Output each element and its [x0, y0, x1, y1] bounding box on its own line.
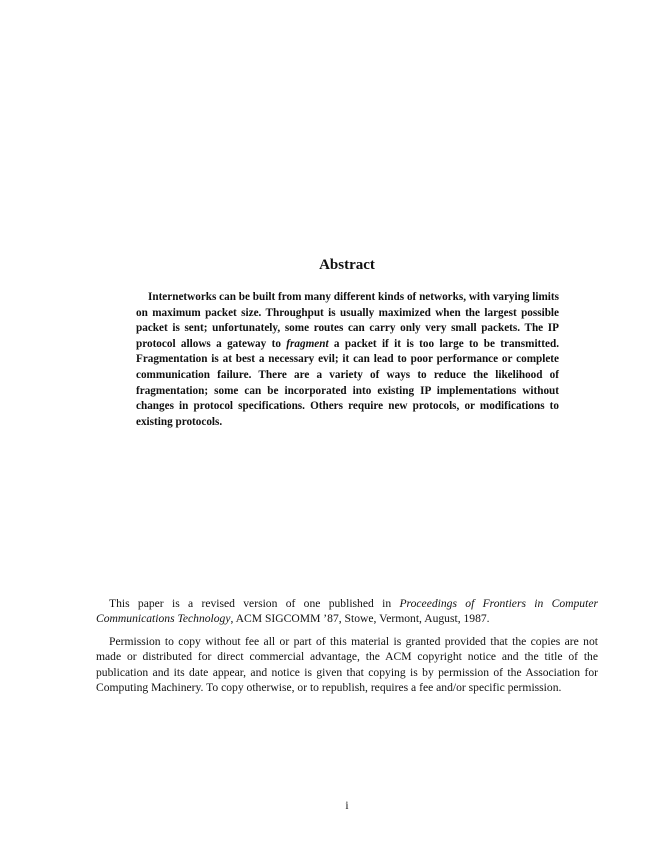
- publication-note: [96, 596, 598, 627]
- publication-note-intro: This paper is a revised version of one published in: [109, 597, 400, 610]
- abstract-heading: Abstract: [319, 257, 375, 273]
- footnotes-section: [96, 596, 598, 702]
- page-number: i: [345, 800, 349, 812]
- publication-venue: Proceedings of Frontiers in Computer Communications Technology: [96, 597, 598, 626]
- abstract-text-part-1: Internetworks can be built from many different kinds of networks, with varying limits on maximum packet size. Throughput is usually maximized when the largest possible packet is sent; unfortunately, some routes can carry only very small packets. The IP protocol allows a gateway to: [136, 291, 559, 350]
- publication-note-details: , ACM SIGCOMM ’87, Stowe, Vermont, August, 1987.: [230, 612, 490, 626]
- permission-note: Permission to copy without fee all or part of this material is granted provided that the copies are not made or distributed for direct commercial advantage, the ACM copyright notice and the title of the publication and its date appear, and notice is given that copying is by permission of the Association for Computing Machinery. To copy otherwise, or to republish, requires a fee and/or specific permission.: [96, 634, 598, 695]
- abstract-text-part-2: a packet if it is too large to be transmitted. Fragmentation is at best a necessary evil; it can lead to poor performance or complete communication failure. There are a variety of ways to reduce the likelihood of fragmentation; some can be incorporated into existing IP implementations without changes in protocol specifications. Others require new protocols, or modifications to existing protocols.: [136, 337, 559, 428]
- abstract-text: [136, 290, 559, 430]
- abstract-italic-term: fragment: [286, 337, 329, 350]
